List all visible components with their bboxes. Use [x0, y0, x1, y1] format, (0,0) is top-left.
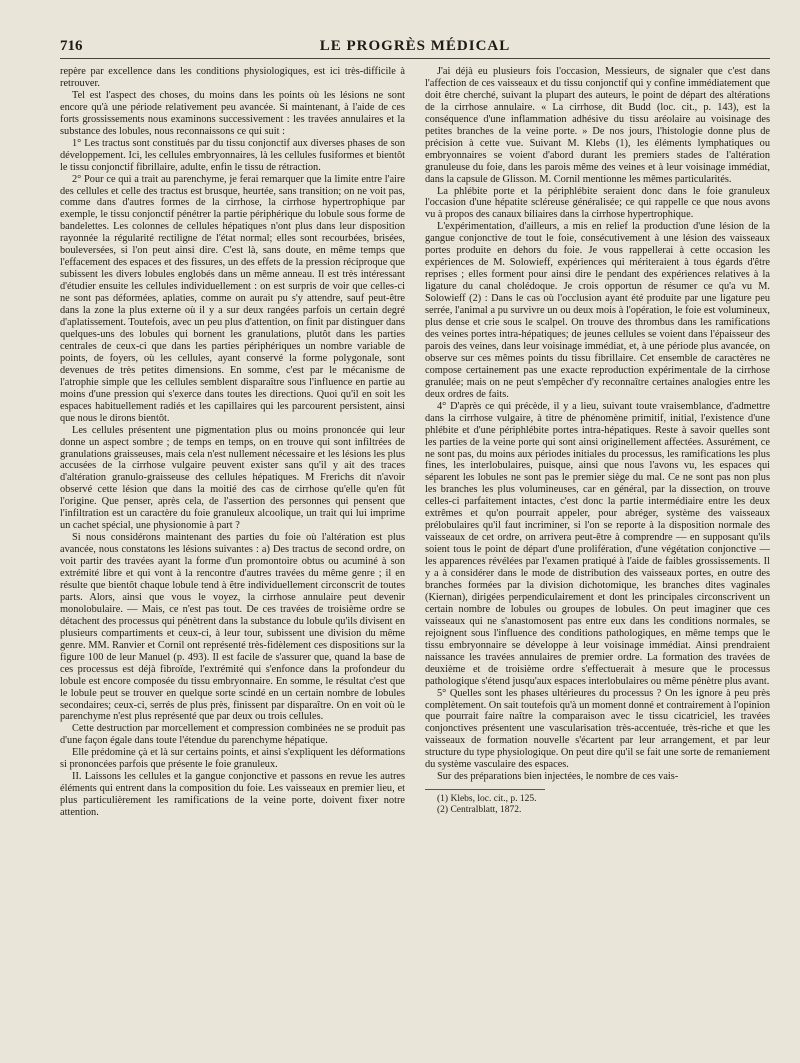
paragraph: Si nous considérons maintenant des parties du foie où l'altération est plus avancée, nous constatons les lésions suivantes : a) Des tractus de second ordre, on voit partir des travées ayant la forme d'un promontoire obtus ou acuminé à son extrémité libre et qui vont à la rencontre d'autres travées du même genre ; il en résulte que bientôt chaque lobule tend à être individuellement circonscrit de toutes parts. Alors, ainsi que vous le voyez, la cirrhose annulaire peut devenir monolobulaire. — Mais, ce n'est pas tout. De ces travées de troisième ordre se détachent des processus qui pénètrent dans la substance du lobule qu'ils divisent en plusieurs compartiments et ceux-ci, à leur tour, subissent une division du même genre. MM. Ranvier et Cornil ont représenté très-fidèlement ces dispositions sur la figure 100 de leur Manuel (p. 493). Il est facile de s'assurer que, quand la base de ces processus est déjà fibroïde, l'extrémité qui s'enfonce dans la profondeur du lobule est encore composée du tissu embryonnaire. En somme, le résultat c'est que le lobule peut se trouver en quelque sorte scindé en un certain nombre de lobules secondaires; ceux-ci, serrés de plus près, finissent par disparaître. On en voit où le parenchyme n'est plus représenté que par deux ou trois cellules.: [60, 532, 405, 723]
paragraph: Elle prédomine çà et là sur certains points, et ainsi s'expliquent les déformations si prononcées parfois que présente le foie granuleux.: [60, 747, 405, 771]
paragraph: Sur des préparations bien injectées, le nombre de ces vais-: [437, 771, 679, 783]
paragraph: La phlébite porte et la périphlébite seraient donc dans le foie granuleux l'occasion d'une hépatite scléreuse généralisée; ce qui rappelle ce que nous avons vu à propos des canaux biliaires dans la cirrhose hypertrophique.: [425, 185, 770, 221]
page-number: 716: [60, 38, 83, 54]
paragraph: repère par excellence dans les conditions physiologiques, est ici très-difficile à retrouver.: [60, 66, 405, 89]
paragraph: 5° Quelles sont les phases ultérieures du processus ? On les ignore à peu près complètement. On sait toutefois qu'à un moment donné et contrairement à l'opinion que pourrait faire naître la comparaison avec le tissu cicatriciel, les travées conjonctives présentent une vascularisation très-accentuée, très-riche et que les vaisseaux de formation nouvelle s'écartent par leur arrangement, et par leur structure du type physiologique. On peut dire qu'il se fait une sorte de remaniement du système vasculaire des espaces.: [425, 687, 770, 771]
paragraph: L'expérimentation, d'ailleurs, a mis en relief la production d'une lésion de la gangue conjonctive de tout le foie, consécutivement à une lésion des vaisseaux portes produite en dehors du foie. Je vous rappellerai à cette occasion les expériences de M. Solowieff, expériences qui mériteraient à tous égards d'être reprises ; elles forment pour ainsi dire le pendant des expériences relatives à la ligature du canal cholédoque. Je crois opportun de résumer ce qu'a vu M. Solowieff (2) : Dans le cas où l'occlusion ayant été produite par une ligature peu serrée, l'animal a pu survivre un ou deux mois à l'opération, le foie est volumineux, plus dense et crie sous le scalpel. On trouve des thrombus dans les ramifications des veines portes intra-hépatiques; de jeunes cellules se voient dans l'épaisseur des parois des veines, dans leur voisinage immédiat, et, à une période plus avancée, on observe sur ces mêmes points du tissu fibrillaire. Cet ensemble de caractères ne compose certainement pas une exacte reproduction expérimentale de la cirrhose granulée; mais on ne peut s'empêcher d'y reconnaître certaines analogies entre les deux ordres de faits.: [425, 221, 770, 400]
paragraph: 1° Les tractus sont constitués par du tissu conjonctif aux diverses phases de son développement. Ici, les cellules embryonnaires, là les cellules fusiformes et bientôt le tissu conjonctif fibrillaire, adulte, enfin le tissu de rétraction.: [60, 137, 405, 173]
paragraph: J'ai déjà eu plusieurs fois l'occasion, Messieurs, de signaler que c'est dans l'affection de ces vaisseaux et du tissu conjonctif qui y confine immédiatement que doit être cherché, suivant la plupart des auteurs, le point de départ des altérations de la cirrhose annulaire. « La cirrhose, dit Budd (loc. cit., p. 143), est la conséquence d'une inflammation adhésive du tissu aréolaire au voisinage des petites branches de la veine porte. » De nos jours, l'histologie donne plus de précision à cette vue. Suivant M. Klebs (1), les éléments lymphatiques ou embryonnaires se voient d'abord durant les premiers stades de l'altération granuleuse du foie, dans les parois même des veines et à leur voisinage immédiat, dans la capsule de Glisson. M. Cornil mentionne les mêmes particularités.: [425, 66, 770, 185]
paragraph: 4° D'après ce qui précède, il y a lieu, suivant toute vraisemblance, d'admettre dans la cirrhose vulgaire, à titre de phénomène primitif, initial, l'existence d'une phlébite et d'une périphlébite portes intra-hépatiques. Reste à savoir quelles sont les parties de la veine porte qui sont ainsi originellement affectées. Assurément, ce ne sont pas, du moins aux périodes initiales du processus, les ramifications les plus fines, les interlobulaires, puisque, ainsi que nous l'avons vu, les espaces qui séparent les lobules ne sont pas le premier siège du mal. Ce ne sont pas non plus les branches les plus volumineuses, car en général, par la dissection, on trouve celles-ci parfaitement intactes, c'est donc la partie intermédiaire entre les deux extrêmes et qu'on pourrait appeler, pour abréger, système des vaisseaux prélobulaires qu'il faut incriminer, si l'on se reporte à la disposition normale des vaisseaux de cet ordre, on arrivera peut-être à comprendre — en supposant qu'ils soient tous le point de départ d'une prolifération, d'une végétation conjonctive — les apparences révélées par l'examen pratiqué à l'aide de faibles grossissements. Il y a à considérer dans le mode de distribution des vaisseaux portes, en outre des branches formées par la division dichotomique, les branches dites vaginales (Kiernan), dirigées perpendiculairement et dont les principales circonscrivent un certain nombre de lobules ou groupes de lobules. On peut imaginer que ces vaisseaux qui ne s'anastomosent pas entre eux dans les conditions normales, se rejoignent sous l'influence des conditions pathologiques, en même temps que le tissu embryonnaire se développe à leur voisinage immédiat. Ainsi prendraient naissance les travées annulaires de premier ordre. La formation des travées de deuxième et de troisième ordre s'effectuerait à mesure que le processus pathologique s'étend jusqu'aux espaces interlobulaires ou même pénètre plus avant.: [425, 400, 770, 687]
right-column: [425, 66, 770, 1051]
paragraph: Tel est l'aspect des choses, du moins dans les points où les lésions ne sont encore qu'à une période relativement peu avancée. Si maintenant, à l'aide de ces forts grossissements nous examinons successivement : les travées annulaires et la substance des lobules, nous reconnaissons ce qui suit :: [60, 89, 405, 137]
paragraph: 2° Pour ce qui a trait au parenchyme, je ferai remarquer que la limite entre l'aire des cellules et celle des tractus est brusque, heurtée, sans transition; on ne voit pas, comme dans d'autres formes de la cirrhose, la cirrhose hypertrophique par exemple, le tissu conjonctif pénétrer la partie périphérique du lobule sous forme de bandelettes. Les colonnes de cellules hépatiques n'ont plus dans leur disposition rayonnée la régularité rectiligne de l'état normal; elles sont recourbées, brisées, bouleversées, si l'on peut ainsi dire. C'est là, sans doute, en même temps que l'effacement des espaces et des fissures, un des effets de la pression réciproque que subissent les divers lobules englobés dans un même anneau. Il est très intéressant d'étudier ensuite les cellules individuellement : on est surpris de voir que celles-ci ne sont pas déformées, aplaties, comme on aurait pu s'y attendre, sauf peut-être dans la zone la plus externe où il y a sur deux rangées parfois un certain degré d'aplatissement. Toutefois, avec un peu plus d'attention, on finit par distinguer dans quelques-uns des lobules qui bornent les granulations, plutôt dans les parties centrales de ceux-ci que dans les parties périphériques un nombre variable de points, de foyers, où les cellules, ayant conservé la forme polygonale, sont devenues de très petites dimensions. En somme, c'est par le mécanisme de l'atrophie simple que les cellules semblent disparaître sous l'influence en partie au moins d'une pression qui s'exerce dans toutes les directions. Quoi qu'il en soit les espaces habituellement radiés et les capillaires qui les parcourent persistent, ainsi que nous le dirons bientôt.: [60, 173, 405, 424]
footnote: (2) Centralblatt, 1872.: [437, 805, 522, 816]
paragraph: Les cellules présentent une pigmentation plus ou moins prononcée qui leur donne un aspect sombre ; de temps en temps, on en trouve qui sont infiltrées de granulations graisseuses, mais cela n'est nullement nécessaire et les lésions les plus accusées de la cirrhose vulgaire peuvent exister sans qu'il y ait des traces d'altération granulo-graisseuse des cellules hépatiques. M Frerichs dit n'avoir observé cette lésion que dans la moitié des cas de cirrhose qu'elle qu'en fût l'origine. Que penser, après cela, de l'assertion des personnes qui pensent que l'infiltration est un caractère du foie granuleux alcoolique, un trait qui lui imprime un cachet spécial, une physionomie à part ?: [60, 424, 405, 532]
paragraph: II. Laissons les cellules et la gangue conjonctive et passons en revue les autres éléments qui entrent dans la composition du foie. Les vaisseaux en premier lieu, et plus particulièrement les ramifications de la veine porte, doivent fixer notre attention.: [60, 771, 405, 819]
footnotes: [425, 789, 770, 816]
footnote: (1) Klebs, loc. cit., p. 125.: [437, 794, 537, 805]
page-header: [60, 36, 770, 59]
left-column: [60, 66, 405, 1051]
paragraph: Cette destruction par morcellement et compression combinées ne se produit pas d'une façon égale dans toute l'étendue du parenchyme hépatique.: [60, 723, 405, 747]
journal-title: LE PROGRÈS MÉDICAL: [319, 38, 511, 54]
